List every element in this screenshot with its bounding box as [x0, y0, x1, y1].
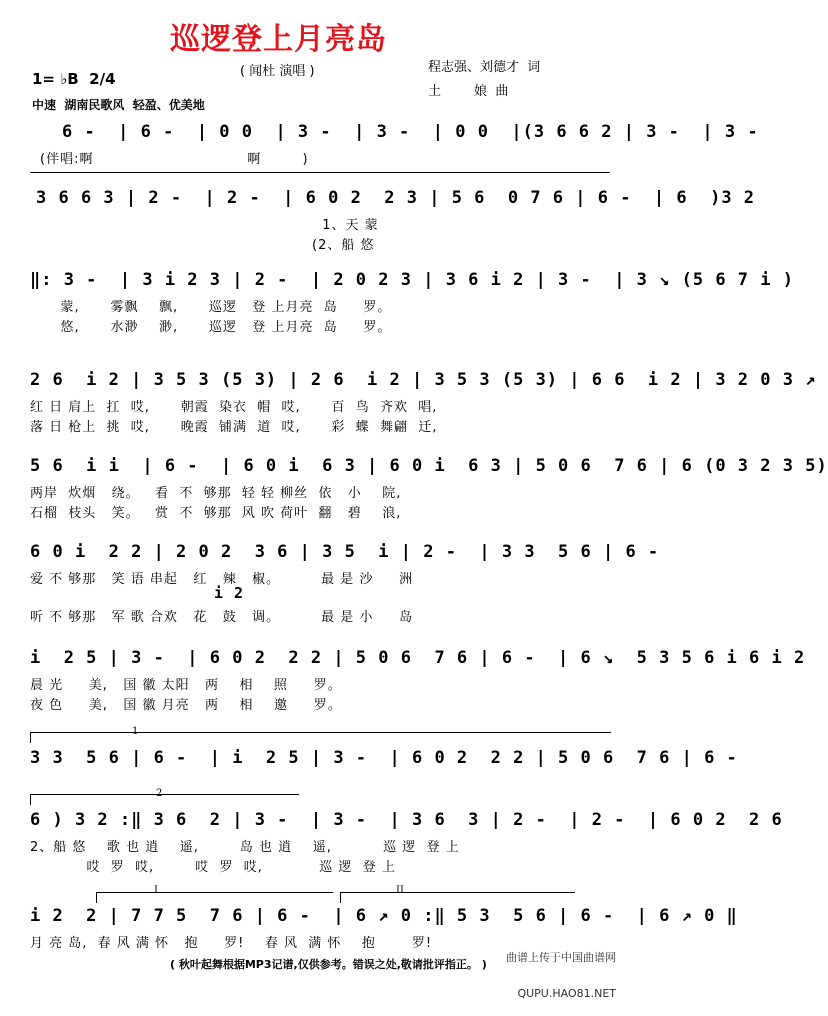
volta-bracket-I — [96, 892, 333, 903]
lyric-line-2a: 1、天 蒙 — [40, 218, 379, 233]
site-watermark — [506, 928, 616, 1012]
lyric-line-7a: 晨 光 美, 国 徽 太阳 两 相 照 罗。 — [30, 678, 342, 693]
composer-credit: 土 娘 曲 — [428, 84, 509, 99]
score-line-2: 3 6 6 3 | 2 - | 2 - | 6 0 2 2 3 | 5 6 0 7 6 | 6 - | 6 )3 2 — [36, 188, 756, 208]
lyric-line-9a: 2、船 悠 歌 也 逍 遥, 岛 也 逍 遥, 巡 逻 登 上 — [30, 840, 460, 855]
score-line-7: i 2 5 | 3 - | 6 0 2 2 2 | 5 0 6 7 6 | 6 - | 6 ↘ 5 3 5 6 i 6 i 2 — [30, 648, 806, 668]
lyric-line-3b: 悠, 水渺 渺, 巡逻 登 上月亮 岛 罗。 — [40, 320, 392, 335]
system-divider — [30, 172, 610, 173]
transcription-note: ( 秋叶起舞根据MP3记谱,仅供参考。错误之处,敬请批评指正。 ) — [170, 958, 487, 971]
key-signature: 1= ♭B 2/4 — [32, 70, 116, 88]
lyric-line-10a: 月 亮 岛, 春 风 满 怀 抱 罗! 春 风 满 怀 抱 罗! — [30, 936, 433, 951]
volta-label-2: 2 — [156, 788, 163, 799]
score-line-8: 3 3 5 6 | 6 - | i 2 5 | 3 - | 6 0 2 2 2 | 5 0 6 7 6 | 6 - — [30, 748, 738, 768]
lyric-line-5a: 两岸 炊烟 绕。 看 不 够那 轻 轻 柳丝 依 小 院, — [30, 486, 402, 501]
volta-bracket-II — [340, 892, 575, 903]
watermark-line-2: QUPU.HAO81.NET — [517, 987, 616, 1000]
volta-label-I: I — [154, 885, 158, 896]
volta-bracket-2 — [30, 794, 299, 805]
lyric-line-5b: 石榴 枝头 笑。 赏 不 够那 风 吹 荷叶 翻 碧 浪, — [30, 506, 402, 521]
lyric-line-9b: 哎 罗 哎, 哎 罗 哎, 巡 逻 登 上 — [30, 860, 396, 875]
volta-bracket-1 — [30, 732, 611, 743]
score-line-1: 6 - | 6 - | 0 0 | 3 - | 3 - | 0 0 |(3 6 6 2 | 3 - | 3 - — [62, 122, 759, 142]
lyric-line-6a: 爱 不 够那 笑 语 串起 红 辣 椒。 最 是 沙 洲 — [30, 572, 414, 587]
score-line-10: i 2 2 | 7 7 5 7 6 | 6 - | 6 ↗ 0 :‖ 5 3 5 6 | 6 - | 6 ↗ 0 ‖ — [30, 906, 738, 926]
lyric-line-4b: 落 日 枪上 挑 哎, 晚霞 铺满 道 哎, 彩 蝶 舞翩 迁, — [30, 420, 438, 435]
score-line-5: 5 6 i i | 6 - | 6 0 i 6 3 | 6 0 i 6 3 | 5 0 6 7 6 | 6 (0 3 2 3 5) — [30, 456, 828, 476]
score-line-6: 6 0 i 2 2 | 2 0 2 3 6 | 3 5 i | 2 - | 3 3 5 6 | 6 - — [30, 542, 660, 562]
lyric-line-2b: (2、船 悠 — [40, 238, 375, 253]
score-line-3: ‖: 3 - | 3 i 2 3 | 2 - | 2 0 2 3 | 3 6 i 2 | 3 - | 3 ↘ (5 6 7 i ) — [30, 270, 794, 290]
lyric-line-1a: (伴唱:啊 啊 ) — [40, 152, 309, 167]
lyric-line-7b: 夜 色 美, 国 徽 月亮 两 相 邀 罗。 — [30, 698, 342, 713]
page-title: 巡逻登上月亮岛 — [170, 22, 387, 57]
lyric-line-6b: 听 不 够那 军 歌 合欢 花 鼓 调。 最 是 小 岛 — [30, 610, 414, 625]
score-line-4: 2 6 i 2 | 3 5 3 (5 3) | 2 6 i 2 | 3 5 3 (5 3) | 6 6 i 2 | 3 2 0 3 ↗ — [30, 370, 817, 390]
singer-credit: ( 闻杜 演唱 ) — [240, 64, 315, 79]
lyric-line-4a: 红 日 肩上 扛 哎, 朝霞 染衣 帽 哎, 百 鸟 齐欢 唱, — [30, 400, 438, 415]
score-line-9: 6 ) 3 2 :‖ 3 6 2 | 3 - | 3 - | 3 6 3 | 2 - | 2 - | 6 0 2 2 6 — [30, 810, 783, 830]
watermark-line-1: 曲谱上传于中国曲谱网 — [506, 951, 616, 964]
lyricist-credit: 程志强、刘德才 词 — [428, 60, 541, 75]
tempo-marking: 中速 湖南民歌风 轻盈、优美地 — [32, 98, 205, 112]
alternate-notes: i 2 — [214, 584, 245, 602]
volta-label-II: II — [396, 885, 404, 896]
lyric-line-3a: 蒙, 雾飘 飘, 巡逻 登 上月亮 岛 罗。 — [40, 300, 392, 315]
volta-label-1: 1 — [132, 726, 139, 737]
